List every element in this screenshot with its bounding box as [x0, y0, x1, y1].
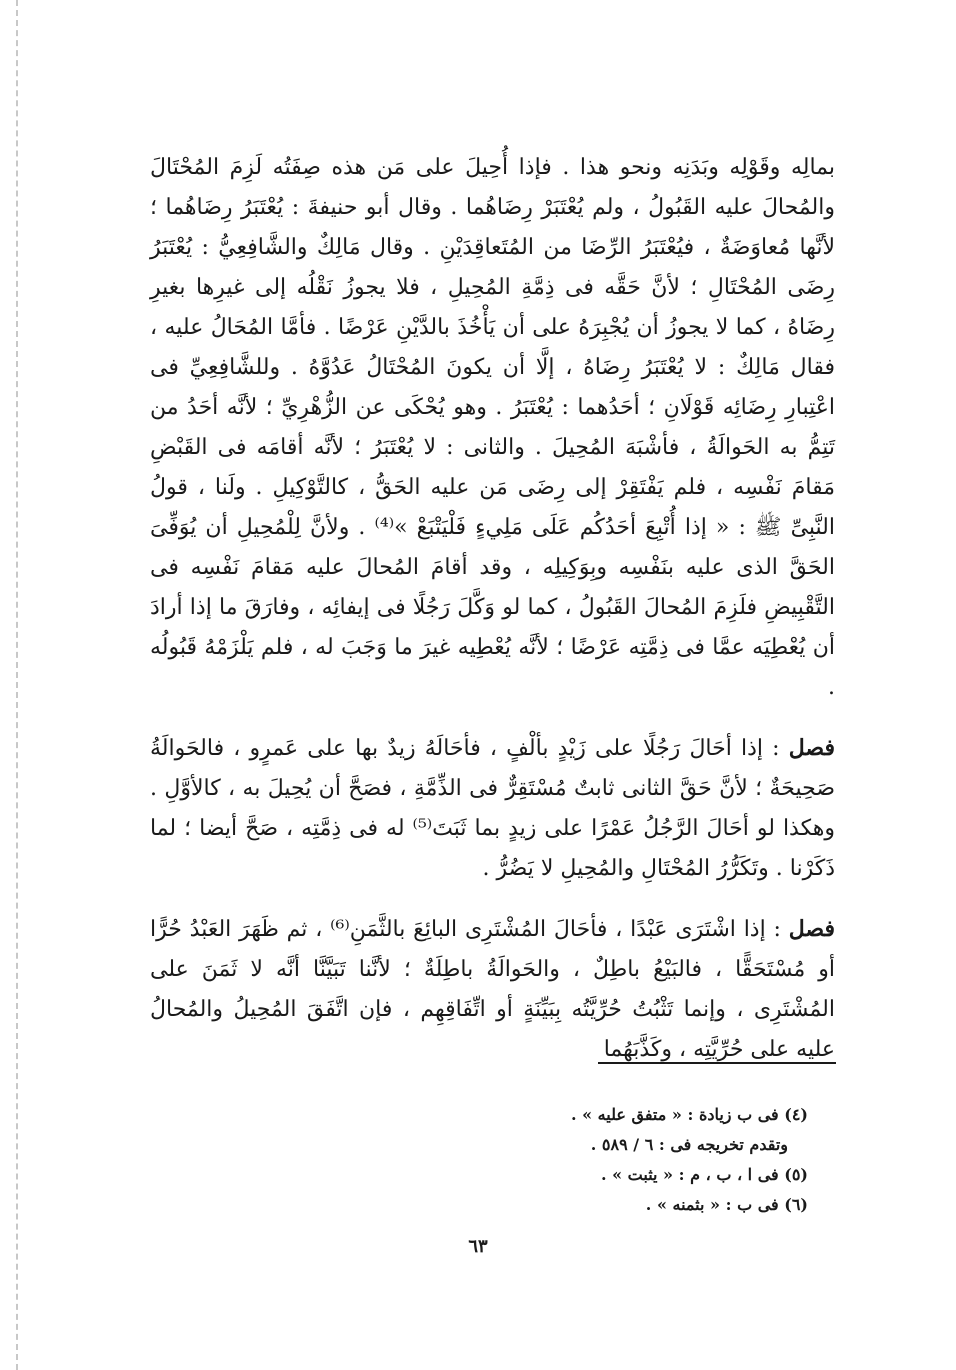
- paragraph-1-text: بمالِه وقَوْلِه وبَدَنِه ونحو هذا . فإذا أُحِيلَ على مَن هذه صِفَتُه لَزِمَ المُحْتَالَ والمُحالَ عليه القَبُولُ ، ولم يُعْتَبَرْ رِضَاهُما . وقال أبو حنيفةَ : يُعْتَبَرُ رِضَاهُما ؛ لأنَّها مُعاوَضَةٌ ، فيُعْتَبَرُ الرِّضَا من المُتَعاقِدَيْنِ . وقال مَالِكٌ والشَّافِعِيُّ : يُعْتَبَرُ رِضَى المُحْتَالِ ؛ لأنَّ حَقَّه فى ذِمَّةِ المُحِيلِ ، فلا يجوزُ نَقْلُه إلى غيرِها بغيرِ رِضَاهُ ، كما لا يجوزُ أن يُجْبِرَهُ على أن يَأْخُذَ بالدَّيْنِ عَرْضًا . فأمَّا المُحَالُ عليه ، فقال مَالِكٌ : لا يُعْتَبَرُ رِضَاهُ ، إلَّا أن يكونَ المُحْتَالُ عَدُوَّهُ . وللشَّافِعِيِّ فى اعْتِبارِ رِضَائِه قَوْلَانِ ؛ أحَدُهما : يُعْتَبَرُ . وهو يُحْكَى عن الزُّهْرِيِّ ؛ لأنَّه أحَدُ من تَتِمُّ به الحَوالَةُ ، فأشْبَهَ المُحِيلَ . والثانى : لا يُعْتَبَرُ ؛ لأنَّه أقامَه فى القَبْضِ مَقامَ نَفْسِه ، فلم يَفْتَقِرْ إلى رِضَى مَن عليه الحَقُّ ، كالتَّوْكِيلِ . ولَنا ، قولُ النَّبِىِّ ﷺ : « إذا أُتْبِعَ أحَدُكُم عَلَى مَلِيءٍ فَلْيَتْبَعْ »⁽⁴⁾ . ولأنَّ لِلْمُحِيلِ أن يُوَفِّىَ الحَقَّ الذى عليه بنَفْسِه وبِوَكِيلِه ، وقد أقامَ المُحالَ عليه مَقامَ نَفْسِه فى التَّقْبِيضِ فلَزِمَ المُحالَ القَبُولُ ، كما لو وَكَّلَ رَجُلًا فى إيفائِه ، وفارَقَ ما إذا أرادَ أن يُعْطِيَه عمَّا فى ذِمَّتِه عَرْضًا ؛ لأنَّه يُعْطِيه غيرَ ما وَجَبَ له ، فلم يَلْزَمْهُ قَبُولُه .: [150, 155, 835, 700]
- paragraph-2-text: : إذا أحَالَ رَجُلًا على زَيْدٍ بألْفٍ ، فأحَالَهُ زيدٌ بها على عَمرٍو ، فالحَوالَةُ صَحِيحَةٌ ؛ لأنَّ حَقَّ الثانى ثابتٌ مُسْتَقِرٌّ فى الذِّمَّةِ ، فصَحَّ أن يُحِيلَ به ، كالأوَّلِ . وهكذا لو أحَالَ الرَّجُلُ عَمْرًا على زيدٍ بما ثَبَتَ⁽⁵⁾ له فى ذِمَّتِه ، صَحَّ أيضا ؛ لما ذَكَرْنا . وتَكَرُّرُ المُحْتَالِ والمُحِيلِ لا يَضُرُّ .: [150, 736, 835, 881]
- section-heading: فصل: [788, 916, 835, 942]
- paragraph-1: [150, 148, 835, 708]
- footnote: (٦) فى ب : « بثمنه » .: [645, 1195, 808, 1214]
- section-heading: فصل: [788, 735, 835, 761]
- page-edge-rule: [16, 0, 18, 1370]
- footnotes: [308, 1100, 808, 1220]
- main-text: [150, 148, 835, 1070]
- paragraph-3-text: : إذا اشْتَرَى عَبْدًا ، فأحَالَ المُشْتَرِى البائِعَ بالثَّمَنِ⁽⁶⁾ ، ثم ظَهَرَ العَبْدُ حُرًّا أو مُسْتَحَقًّا ، فالبَيْعُ باطِلٌ ، والحَوالَةُ باطِلَةٌ ؛ لأنَّنا تَبَيَّنَّا أنَّه لا ثَمَنَ على المُشْتَرِى ، وإنما تَثْبُتُ حُرِّيَّتُه بِبَيِّنَةٍ أو اتِّفَاقِهِم ، فإن اتَّفَقَ المُحِيلُ والمُحالُ عليه على حُرِّيَّتِه ، وكَذَّبَهُما: [150, 917, 835, 1062]
- paragraph-3: [150, 909, 835, 1070]
- footnote: (٥) فى ا ، ب ، م : « يثبت » .: [600, 1165, 808, 1184]
- footnote-separator: [598, 1062, 836, 1064]
- footnote: وتقدم تخريجه فى : ٦ / ٥٨٩ .: [590, 1135, 788, 1154]
- footnote: (٤) فى ب زيادة : « متفق عليه » .: [570, 1105, 808, 1124]
- page-number: ٦٣: [468, 1236, 488, 1257]
- paragraph-2: [150, 728, 835, 889]
